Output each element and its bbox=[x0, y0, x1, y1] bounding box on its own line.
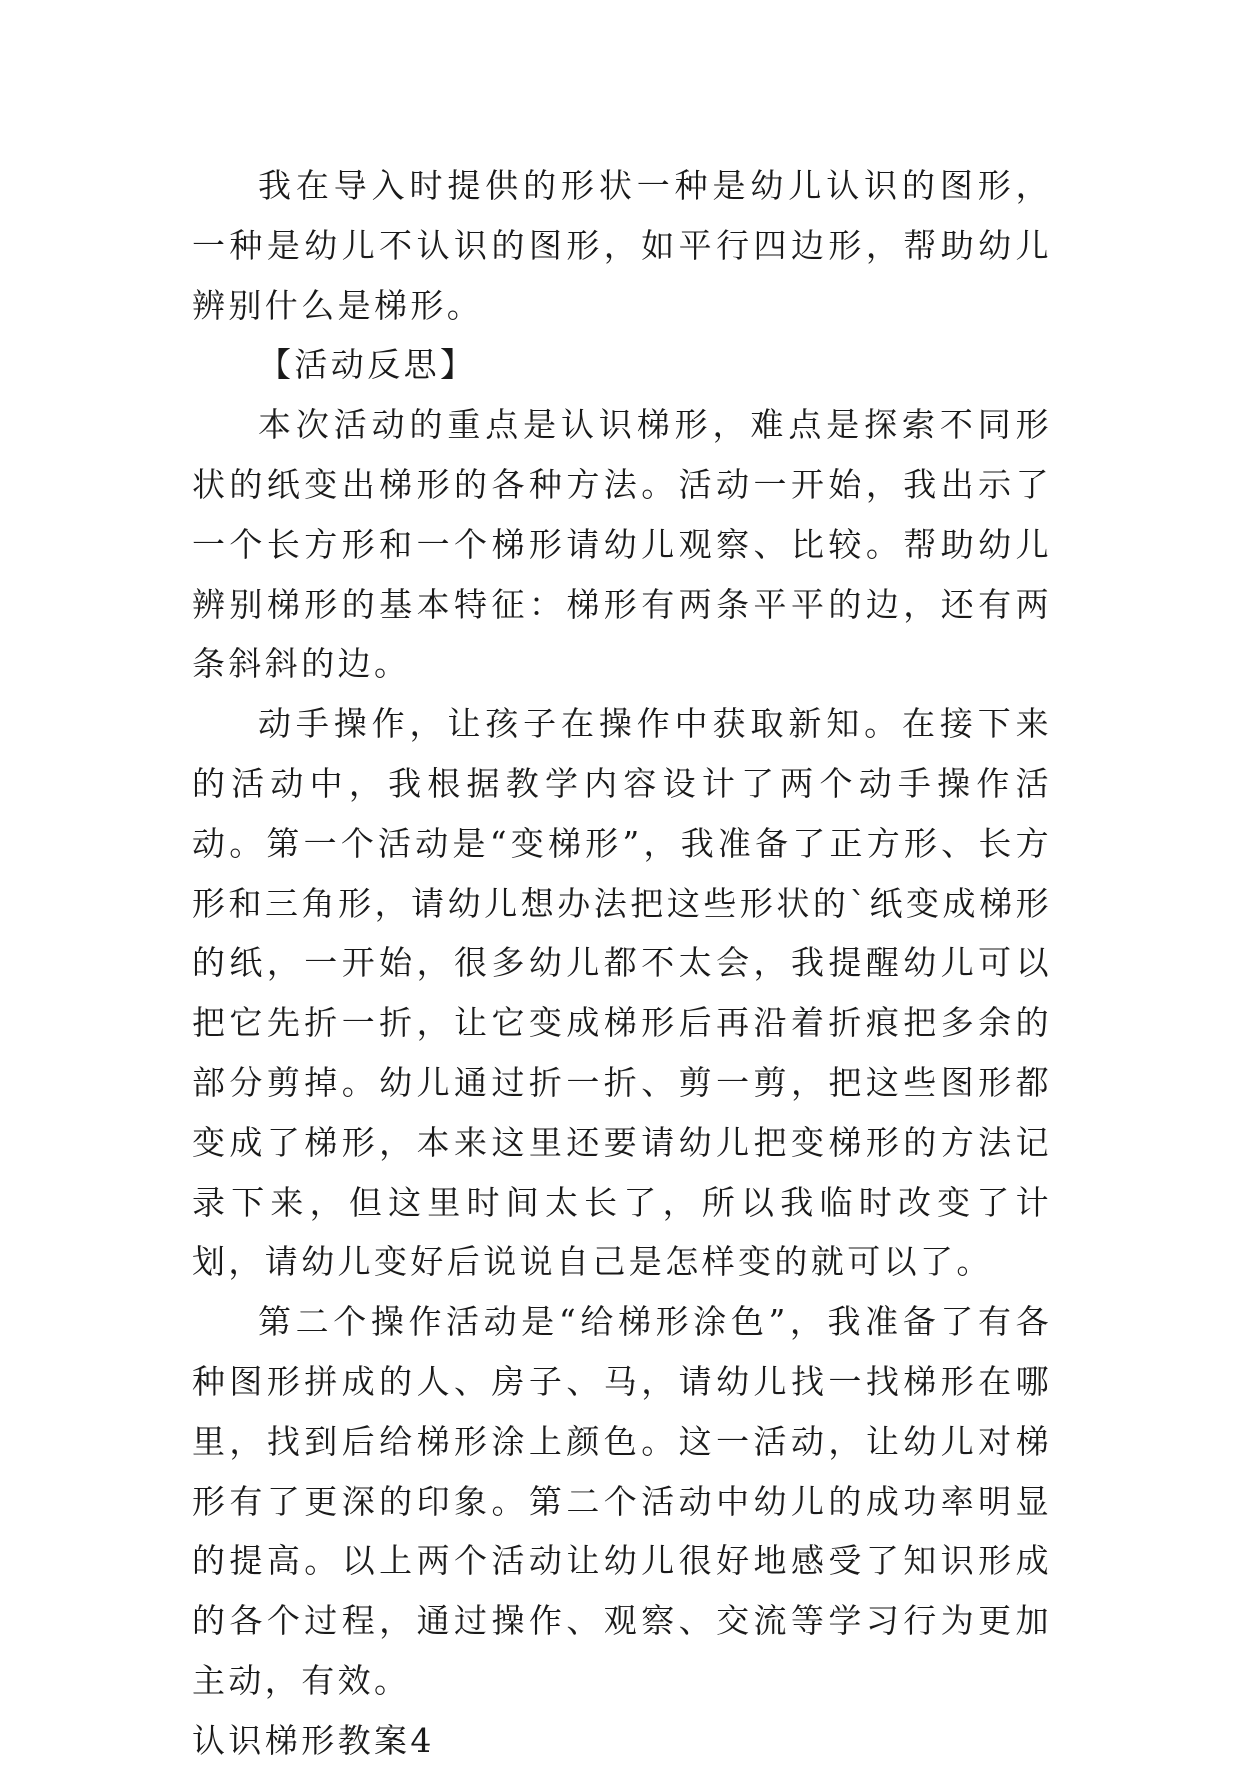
next-section-heading: 认识梯形教案4 bbox=[192, 1720, 435, 1760]
intro-paragraph: 我在导入时提供的形状一种是幼儿认识的图形，一种是幼儿不认识的图形，如平行四边形，帮助幼儿辨别什么是梯形。 bbox=[192, 166, 1052, 325]
reflection-paragraph-3: 第二个操作活动是“给梯形涂色”，我准备了有各种图形拼成的人、房子、马，请幼儿找一找梯形在哪里，找到后给梯形涂上颜色。这一活动，让幼儿对梯形有了更深的印象。第二个活动中幼儿的成功率明显的提高。以上两个活动让幼儿很好地感受了知识形成的各个过程，通过操作、观察、交流等学习行为更加主动，有效。 bbox=[192, 1302, 1052, 1700]
reflection-paragraph-2: 动手操作，让孩子在操作中获取新知。在接下来的活动中，我根据教学内容设计了两个动手操作活动。第一个活动是“变梯形”，我准备了正方形、长方形和三角形，请幼儿想办法把这些形状的`纸变成梯形的纸，一开始，很多幼儿都不太会，我提醒幼儿可以把它先折一折，让它变成梯形后再沿着折痕把多余的部分剪掉。幼儿通过折一折、剪一剪，把这些图形都变成了梯形，本来这里还要请幼儿把变梯形的方法记录下来，但这里时间太长了，所以我临时改变了计划，请幼儿变好后说说自己是怎样变的就可以了。 bbox=[192, 704, 1052, 1282]
document-body bbox=[192, 156, 1052, 1771]
reflection-paragraph-1: 本次活动的重点是认识梯形，难点是探索不同形状的纸变出梯形的各种方法。活动一开始，我出示了一个长方形和一个梯形请幼儿观察、比较。帮助幼儿辨别梯形的基本特征：梯形有两条平平的边，还有两条斜斜的边。 bbox=[192, 405, 1052, 684]
section-label-reflection: 【活动反思】 bbox=[258, 345, 477, 385]
